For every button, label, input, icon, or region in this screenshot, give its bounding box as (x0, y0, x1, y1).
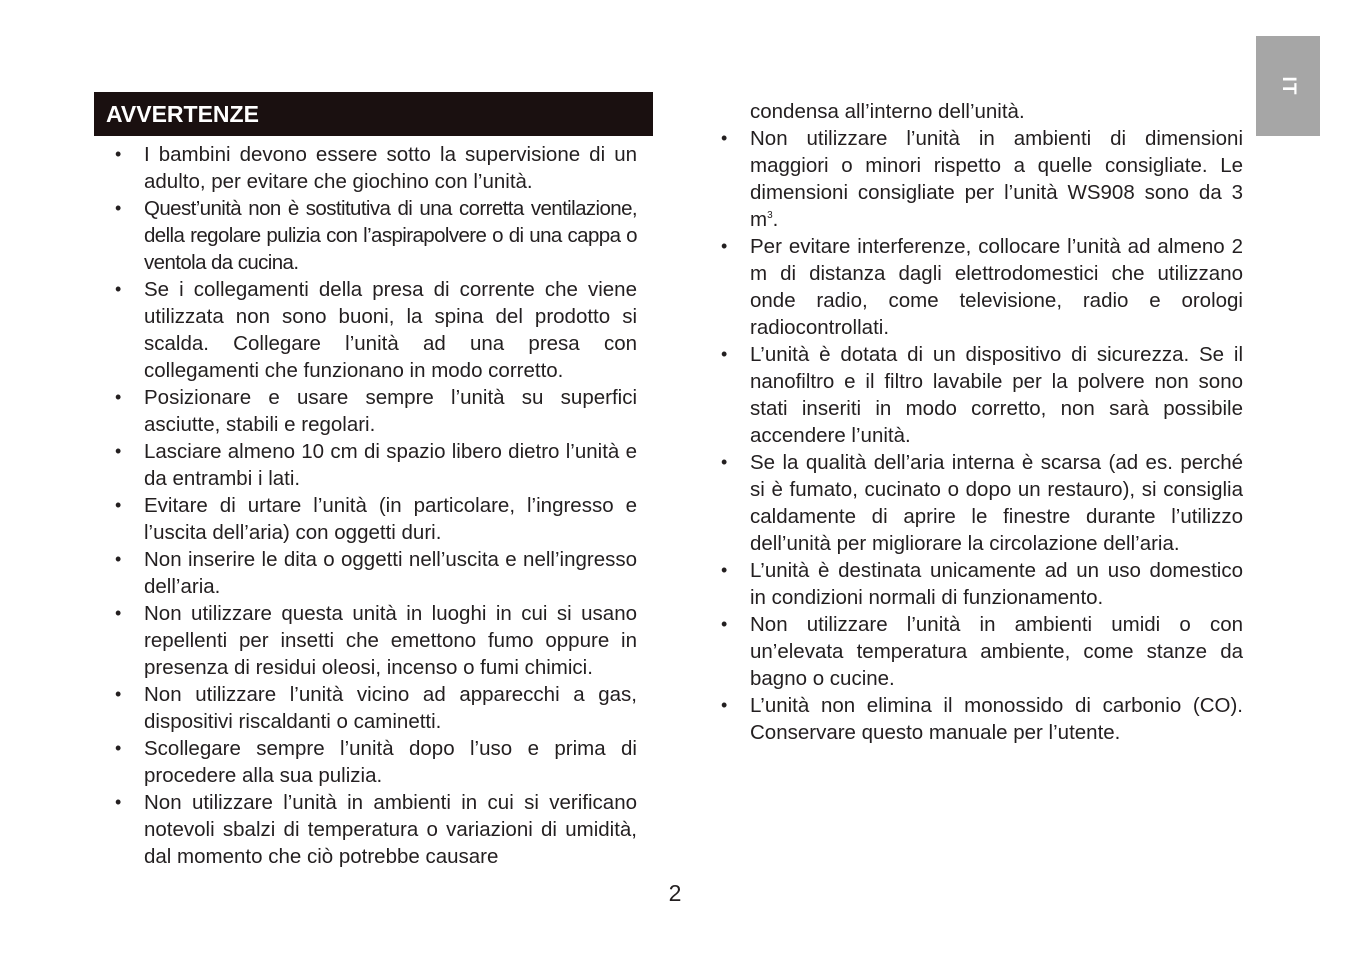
list-item: • Se i collegamenti della presa di corrente che viene utilizzata non sono buoni, la spina del prodotto si scalda. Collegare l’unità ad una presa con collegamenti che funzionano in modo corretto. (115, 278, 637, 382)
bullet-icon: • (115, 684, 122, 704)
bullet-icon: • (115, 198, 122, 218)
list-item: • L’unità non elimina il monossido di carbonio (CO). Conservare questo manuale per l’utente. (721, 694, 1243, 744)
bullet-icon: • (115, 603, 122, 623)
bullet-icon: • (115, 738, 122, 758)
bullet-icon: • (721, 344, 728, 364)
list-item: • Posizionare e usare sempre l’unità su superfici asciutte, stabili e regolari. (115, 386, 637, 436)
list-item-continuation: condensa all’interno dell’unità. (750, 100, 1025, 123)
section-heading (94, 92, 653, 136)
bullet-icon: • (721, 560, 728, 580)
bullet-icon: • (721, 128, 728, 148)
list-item: • Quest’unità non è sostitutiva di una corretta ventilazione, della regolare pulizia con l’aspirapolvere o di una cappa o ventola da cucina. (115, 197, 637, 274)
list-item: • L’unità è destinata unicamente ad un uso domestico in condizioni normali di funzionamento. (721, 559, 1243, 609)
list-item: • Se la qualità dell’aria interna è scarsa (ad es. perché si è fumato, cucinato o dopo un restauro), si consiglia caldamente di aprire le finestre durante l’utilizzo dell’unità per migliorare la circolazione dell’aria. (721, 451, 1243, 555)
bullet-icon: • (115, 387, 122, 407)
bullet-icon: • (721, 236, 728, 256)
section-heading-text: AVVERTENZE (106, 101, 259, 127)
list-item: • Non utilizzare l’unità in ambienti di dimensioni maggiori o minori rispetto a quelle consigliate. Le dimensioni consigliate per l’unità WS908 sono da 3 $m^3$. (721, 127, 1243, 231)
list-item: • Non utilizzare l’unità vicino ad apparecchi a gas, dispositivi riscaldanti o caminetti. (115, 683, 637, 733)
bullet-icon: • (115, 144, 122, 164)
bullet-icon: • (115, 495, 122, 515)
bullet-icon: • (721, 452, 728, 472)
list-item: • Non inserire le dita o oggetti nell’uscita e nell’ingresso dell’aria. (115, 548, 637, 598)
bullet-icon: • (721, 695, 728, 715)
list-item: • I bambini devono essere sotto la supervisione di un adulto, per evitare che giochino con l’unità. (115, 143, 637, 193)
left-warning-list (105, 141, 637, 870)
list-item: • Evitare di urtare l’unità (in particolare, l’ingresso e l’uscita dell’aria) con oggetti duri. (115, 494, 637, 544)
bullet-icon: • (721, 614, 728, 634)
bullet-icon: • (115, 549, 122, 569)
language-tab-label: IT (1278, 76, 1299, 96)
list-item: • Non utilizzare l’unità in ambienti umidi o con un’elevata temperatura ambiente, come stanze da bagno o cucine. (721, 613, 1243, 690)
bullet-icon: • (115, 441, 122, 461)
language-tab (1256, 36, 1320, 136)
list-item: • Scollegare sempre l’unità dopo l’uso e prima di procedere alla sua pulizia. (115, 737, 637, 787)
right-warning-list (711, 98, 1243, 746)
bullet-icon: • (115, 792, 122, 812)
list-item: • Per evitare interferenze, collocare l’unità ad almeno 2 m di distanza dagli elettrodomestici che utilizzano onde radio, come televisione, radio e orologi radiocontrollati. (721, 235, 1243, 339)
page-number: 2 (668, 880, 682, 906)
list-item: • Lasciare almeno 10 cm di spazio libero dietro l’unità e da entrambi i lati. (115, 440, 637, 490)
superscript: 3 (767, 210, 773, 222)
bullet-icon: • (115, 279, 122, 299)
list-item: • Non utilizzare questa unità in luoghi in cui si usano repellenti per insetti che emettono fumo oppure in presenza di residui oleosi, incenso o fumi chimici. (115, 602, 637, 679)
list-item: • L’unità è dotata di un dispositivo di sicurezza. Se il nanofiltro e il filtro lavabile per la polvere non sono stati inseriti in modo corretto, non sarà possibile accendere l’unità. (721, 343, 1243, 447)
list-item: • Non utilizzare l’unità in ambienti in cui si verificano notevoli sbalzi di temperatura o variazioni di umidità, dal momento che ciò potrebbe causare (115, 791, 637, 868)
